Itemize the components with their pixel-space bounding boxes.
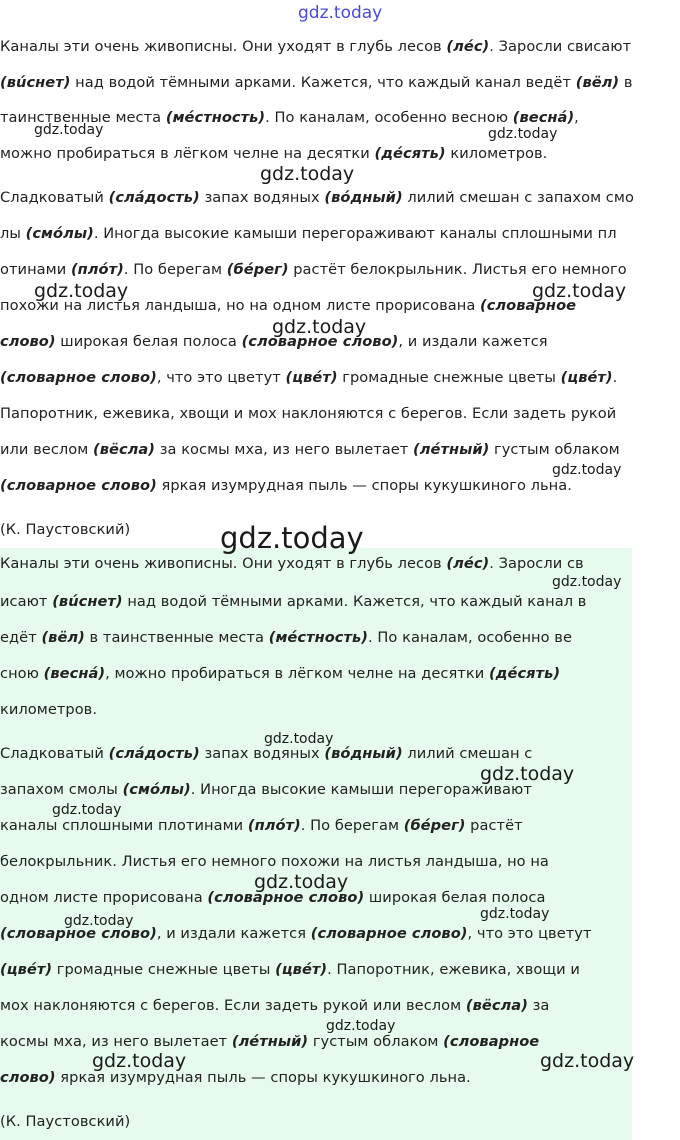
text-line: Сладковатый (слáдость) запах водяных (вóдный) лилий смешан с запахом смо — [0, 189, 634, 206]
text-line: километров. — [0, 701, 98, 718]
watermark: gdz.today — [552, 574, 622, 590]
text-line: (словарное слово), и издали кажется (словарное слово), что это цветут — [0, 925, 592, 942]
text-line: можно пробираться в лёгком челне на десятки (дéсять) километров. — [0, 145, 548, 162]
author-credit: (К. Паустовский) — [0, 1113, 131, 1130]
text-line: отинами (плóт). По берегам (бéрег) растёт белокрыльник. Листья его немного — [0, 261, 627, 278]
text-line: исают (вúснет) над водой тёмными арками. Кажется, что каждый канал в — [0, 593, 587, 610]
text-line: (вúснет) над водой тёмными арками. Кажется, что каждый канал ведёт (вёл) в — [0, 74, 633, 91]
watermark: gdz.today — [326, 1018, 396, 1034]
watermark: gdz.today — [220, 521, 364, 555]
watermark: gdz.today — [34, 122, 104, 138]
text-line: похожи на листья ландыша, но на одном листе прорисована (словарное — [0, 297, 577, 314]
watermark: gdz.today — [52, 802, 122, 818]
watermark: gdz.today — [272, 316, 367, 338]
text-line: таинственные места (мéстность). По каналам, особенно весною (веснá), — [0, 109, 579, 126]
watermark: gdz.today — [254, 871, 349, 893]
text-line: запахом смолы (смóлы). Иногда высокие камыши перегораживают — [0, 781, 532, 798]
text-line: Сладковатый (слáдость) запах водяных (вóдный) лилий смешан с — [0, 745, 533, 762]
text-line: или веслом (вёсла) за космы мха, из него вылетает (лéтный) густым облаком — [0, 441, 620, 458]
text-line: слово) широкая белая полоса (словарное слово), и издали кажется — [0, 333, 548, 350]
text-line: белокрыльник. Листья его немного похожи на листья ландыша, но на — [0, 853, 549, 870]
watermark: gdz.today — [92, 1050, 187, 1072]
text-line: (цвéт) громадные снежные цветы (цвéт). Папоротник, ежевика, хвощи и — [0, 961, 580, 978]
watermark: gdz.today — [532, 280, 627, 302]
author-credit: (К. Паустовский) — [0, 521, 131, 538]
watermark: gdz.today — [64, 913, 134, 929]
text-line: едёт (вёл) в таинственные места (мéстность). По каналам, особенно ве — [0, 629, 572, 646]
text-line: мох наклоняются с берегов. Если задеть рукой или веслом (вёсла) за — [0, 997, 550, 1014]
watermark: gdz.today — [264, 731, 334, 747]
text-line: слово) яркая изумрудная пыль — споры кукушкиного льна. — [0, 1069, 471, 1086]
text-line: (словарное слово), что это цветут (цвéт) громадные снежные цветы (цвéт). — [0, 369, 618, 386]
text-line: Папоротник, ежевика, хвощи и мох наклоняются с берегов. Если задеть рукой — [0, 405, 617, 422]
text-line: сною (веснá), можно пробираться в лёгком челне на десятки (дéсять) — [0, 665, 561, 682]
text-line: космы мха, из него вылетает (лéтный) густым облаком (словарное — [0, 1033, 540, 1050]
watermark: gdz.today — [480, 906, 550, 922]
watermark: gdz.today — [480, 763, 575, 785]
watermark: gdz.today — [488, 126, 558, 142]
watermark: gdz.today — [552, 462, 622, 478]
text-line: Каналы эти очень живописны. Они уходят в глубь лесов (лéс). Заросли свисают — [0, 38, 632, 55]
text-line: каналы сплошными плотинами (плóт). По берегам (бéрег) растёт — [0, 817, 523, 834]
watermark: gdz.today — [260, 163, 355, 185]
watermark-top: gdz.today — [298, 3, 383, 23]
text-line: одном листе прорисована (словарное слово) широкая белая полоса — [0, 889, 546, 906]
text-line: Каналы эти очень живописны. Они уходят в глубь лесов (лéс). Заросли св — [0, 555, 584, 572]
watermark: gdz.today — [540, 1050, 635, 1072]
watermark: gdz.today — [34, 280, 129, 302]
text-line: (словарное слово) яркая изумрудная пыль — споры кукушкиного льна. — [0, 477, 572, 494]
text-line: лы (смóлы). Иногда высокие камыши перегораживают каналы сплошными пл — [0, 225, 617, 242]
